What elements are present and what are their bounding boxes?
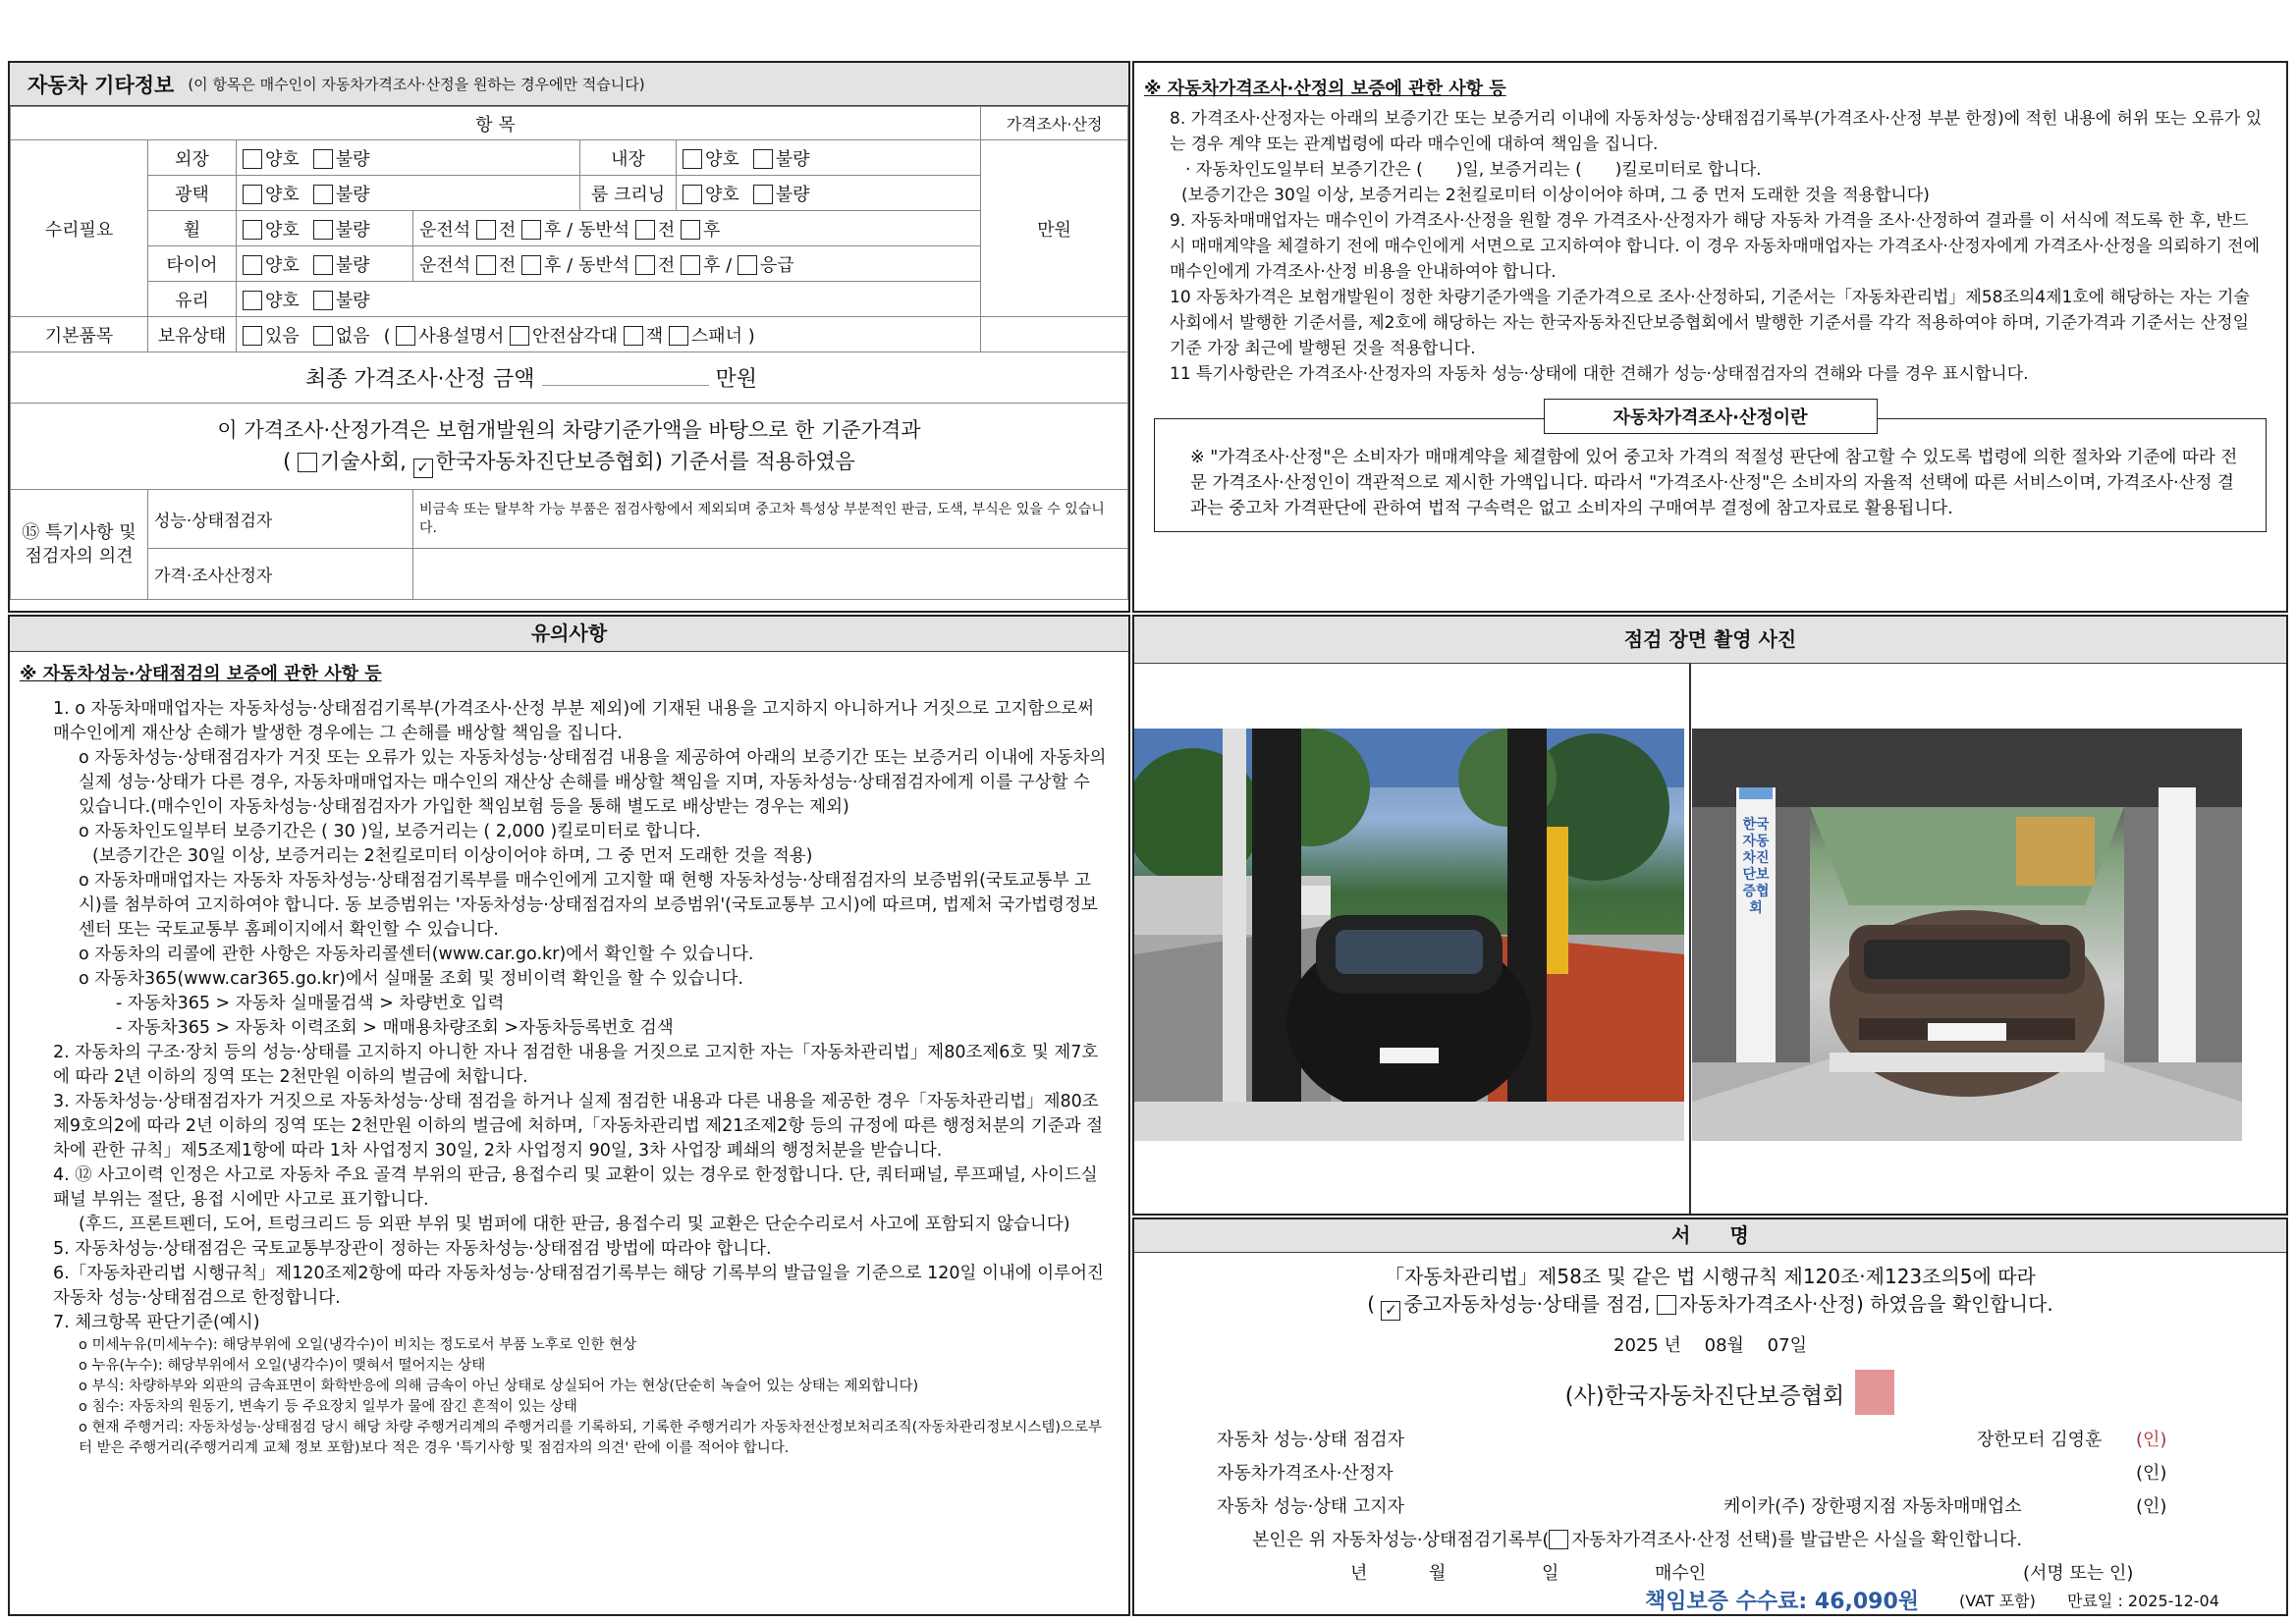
note-line: 6.「자동차관리법 시행규칙」제120조제2항에 따라 자동차성능·상태점검기록부는 해당 기록부의 발급일을 기준으로 120일 이내에 이루어진 자동차 성능·상태점검으로 한정합니다. <box>53 1264 1104 1308</box>
wheel-good-checkbox[interactable] <box>243 220 262 240</box>
repair-price-cell <box>981 140 1128 317</box>
exterior-good-checkbox[interactable] <box>243 149 262 169</box>
gloss-label: 광택 <box>148 176 237 211</box>
wheel-passenger-rear-checkbox[interactable] <box>681 220 700 240</box>
sign-line1: 「자동차관리법」제58조 및 같은 법 시행규칙 제120조·제123조의5에 따라 <box>1385 1265 2036 1288</box>
sign-date: 2025 년 08월 07일 <box>1613 1335 1807 1356</box>
r2-label: 자동차가격조사·산정자 <box>1217 1463 1394 1484</box>
vehicle-other-info-panel <box>8 61 1130 613</box>
basic-items-label: 기본품목 <box>11 317 148 352</box>
r1-seal: (인) <box>2136 1430 2167 1450</box>
final-amount-field[interactable] <box>542 385 709 386</box>
used-car-check-checkbox[interactable]: ✓ <box>1381 1301 1400 1321</box>
photo-rear-svg <box>1692 729 2242 1141</box>
interior-good-checkbox[interactable] <box>683 149 702 169</box>
warranty-item: 11 특기사항란은 가격조사·산정자의 자동차 성능·상태에 대한 견해가 성능·상태점검자의 견해와 다를 경우 표시합니다. <box>1170 364 2029 384</box>
note-line: (보증기간은 30일 이상, 보증거리는 2천킬로미터 이상이어야 하며, 그 중 먼저 도래한 것을 적용) <box>92 846 813 866</box>
r4-price-checkbox[interactable] <box>1549 1530 1568 1549</box>
price-definition-box: ※ "가격조사·산정"은 소비자가 매매계약을 체결함에 있어 중고차 가격의 적절성 판단에 참고할 수 있도록 법령에 의한 절차와 기준에 따라 전문 가격조사·산정인이 객관적으로 제시한 가액입니다. 따라서 "가격조사·산정"은 소비자의 자율적 선택에 따른 서비스이며, 가격조사·산정 결과는 중고차 가격판단에 관하여 법적 구속력은 없고 소비자의 구매여부 결정에 참고자료로 활용됩니다. <box>1154 418 2267 532</box>
final-amount-label: 최종 가격조사·산정 금액 <box>305 367 535 392</box>
note-sub-line: o 침수: 자동차의 원동기, 변속기 등 주요장치 일부가 물에 잠긴 흔적이 있는 상태 <box>79 1399 577 1415</box>
r1-label: 자동차 성능·상태 점검자 <box>1217 1430 1405 1450</box>
r3-label: 자동차 성능·상태 고지자 <box>1217 1496 1405 1517</box>
repair-label: 수리필요 <box>11 140 148 317</box>
interior-label: 내장 <box>580 140 677 176</box>
r3-value: 케이카(주) 장한평지점 자동차매매업소 <box>1723 1496 2022 1517</box>
org-seal-icon <box>1855 1370 1894 1415</box>
note-line: 1. o 자동차매매업자는 자동차성능·상태점검기록부(가격조사·산정 부분 제외)에 기재된 내용을 고지하지 아니하거나 거짓으로 고지함으로써 매수인에게 재산상 손해가 발생한 경우에는 그 손해를 배상할 책임을 집니다. <box>53 699 1095 743</box>
spanner-checkbox[interactable] <box>669 326 688 346</box>
r5-sign: (서명 또는 인) <box>2023 1563 2134 1584</box>
r5-month: 월 <box>1429 1563 1447 1584</box>
wheel-label: 휠 <box>148 211 237 246</box>
note-line: 3. 자동차성능·상태점검자가 거짓으로 자동차성능·상태 점검을 하거나 실제 점검한 내용과 다른 내용을 제공한 경우「자동차관리법」제80조제9호의2에 따라 2년 이하의 징역 또는 2천만원 이하의 벌금에 처하며,「자동차관리법 제21조제2항 등의 규정에 따른 행정처분의 기준과 절차에 관한 규칙」제5조제1항에 따라 1차 사업정지 30일, 2차 사업정지 90일, 3차 사업장 폐쇄의 행정처분을 받습니다. <box>53 1092 1104 1161</box>
r2-seal: (인) <box>2136 1463 2167 1484</box>
r5-year: 년 <box>1350 1563 1368 1584</box>
tire-passenger-rear-checkbox[interactable] <box>681 255 700 275</box>
inspection-photo-rear <box>1692 729 2242 1141</box>
note-line: o 자동차매매업자는 자동차 자동차성능·상태점검기록부를 매수인에게 고지할 때 현행 자동차성능·상태점검자의 보증범위(국토교통부 고시)를 첨부하여 고지하여야 합니다. 동 보증범위는 '자동차성능·상태점검자의 보증범위'(국토교통부 고시)에 따르며, 법제처 국가법령정보센터 또는 국토교통부 홈페이지에서 확인할 수 있습니다. <box>79 871 1098 940</box>
final-amount-unit: 만원 <box>715 367 758 392</box>
photos-header: 점검 장면 촬영 사진 <box>1134 617 2286 664</box>
note-sub-line: o 부식: 차량하부와 외판의 금속표면이 화학반응에 의해 금속이 아닌 상태로 상실되어 가는 현상(단순히 녹슬어 있는 상태는 제외합니다) <box>79 1379 919 1394</box>
tire-bad-checkbox[interactable] <box>313 255 333 275</box>
wheel-bad-checkbox[interactable] <box>313 220 333 240</box>
room-clean-label: 룸 크리닝 <box>580 176 677 211</box>
tire-passenger-front-checkbox[interactable] <box>635 255 655 275</box>
gloss-good-checkbox[interactable] <box>243 185 262 204</box>
warranty-title: ※ 자동차가격조사·산정의 보증에 관한 사항 등 <box>1144 79 1506 99</box>
r1-value: 장한모터 김영훈 <box>1977 1430 2103 1450</box>
holding-label: 보유상태 <box>148 317 237 352</box>
price-definition-title: 자동차가격조사·산정이란 <box>1544 399 1878 434</box>
wheel-driver-rear-checkbox[interactable] <box>521 220 541 240</box>
inspection-photo-front <box>1134 729 1684 1141</box>
glass-good-checkbox[interactable] <box>243 291 262 310</box>
photos-panel <box>1132 615 2288 1216</box>
note-line: o 자동차의 리콜에 관한 사항은 자동차리콜센터(www.car.go.kr)에서 확인할 수 있습니다. <box>79 945 754 964</box>
col-price-header: 가격조사·산정 <box>981 107 1128 140</box>
signature-panel <box>1132 1217 2288 1616</box>
note-line: o 자동차성능·상태점검자가 거짓 또는 오류가 있는 자동차성능·상태점검 내용을 제공하여 아래의 보증기간 또는 보증거리 이내에 자동차의 실제 성능·상태가 다른 경우, 자동차매매업자는 매수인의 재산상 손해를 배상할 책임을 지며, 자동차성능·상태점검자에게 이를 구상할 수 있습니다.(매수인이 자동차성능·상태점검자가 가입한 책임보험 등을 통해 별도로 배상받는 경우는 제외) <box>79 748 1107 817</box>
exterior-bad-checkbox[interactable] <box>313 149 333 169</box>
warranty-item: 9. 자동차매매업자는 매수인이 가격조사·산정을 원할 경우 가격조사·산정자가 해당 자동차 가격을 조사·산정하여 결과를 이 서식에 적도록 한 후, 반드시 매매계약을 체결하기 전에 매수인에게 서면으로 고지하여야 합니다. 이 경우 자동차매매업자는 가격조사·산정자에게 가격조사·산정을 의뢰하기 전에 매수인에게 가격조사·산정 비용을 안내하여야 합니다. <box>1170 211 2261 282</box>
wheel-passenger-front-checkbox[interactable] <box>635 220 655 240</box>
tire-driver-front-checkbox[interactable] <box>476 255 496 275</box>
wheel-driver-front-checkbox[interactable] <box>476 220 496 240</box>
special-label: ⑮ 특기사항 및 점검자의 의견 <box>11 490 148 600</box>
price-warranty-panel <box>1132 61 2288 613</box>
warranty-items <box>1134 106 2286 387</box>
note-line: 5. 자동차성능·상태점검은 국토교통부장관이 정하는 자동차성능·상태점검 방법에 따라야 합니다. <box>53 1239 772 1259</box>
appraiser-label: 가격·조사산정자 <box>148 549 413 600</box>
basis-line1: 이 가격조사·산정가격은 보험개발원의 차량기준가액을 바탕으로 한 기준가격과 <box>217 418 921 442</box>
basis-line2: ( 기술사회, ✓ 한국자동차진단보증협회) 기준서를 적용하였음 <box>283 450 855 476</box>
warranty-item: 8. 가격조사·산정자는 아래의 보증기간 또는 보증거리 이내에 자동차성능·상태점검기록부(가격조사·산정 부분 한정)에 적힌 내용에 허위 또는 오류가 있는 경우 계약 또는 관계법령에 따라 매수인에 대하여 책임을 집니다. <box>1170 109 2263 154</box>
room-clean-good-checkbox[interactable] <box>683 185 702 204</box>
inspector-label: 성능·상태점검자 <box>148 490 413 549</box>
jack-checkbox[interactable] <box>624 326 643 346</box>
sign-line2: ( ✓ 중고자동차성능·상태를 점검, 자동차가격조사·산정) 하였음을 확인합니다. <box>1367 1292 2053 1319</box>
exterior-label: 외장 <box>148 140 237 176</box>
tire-label: 타이어 <box>148 246 237 282</box>
note-line: o 자동차인도일부터 보증기간은 ( 30 )일, 보증거리는 ( 2,000 )킬로미터로 합니다. <box>79 822 701 841</box>
triangle-checkbox[interactable] <box>510 326 529 346</box>
gloss-bad-checkbox[interactable] <box>313 185 333 204</box>
info-subtitle: (이 항목은 매수인이 자동차가격조사·산정을 원하는 경우에만 적습니다) <box>188 76 645 93</box>
info-title-row <box>10 63 1128 106</box>
repair-price-unit: 만원 <box>1037 219 1071 241</box>
glass-bad-checkbox[interactable] <box>313 291 333 310</box>
col-item-header: 항 목 <box>11 107 981 140</box>
note-line: (후드, 프론트펜더, 도어, 트렁크리드 등 외판 부위 및 범퍼에 대한 판금, 용접수리 및 교환은 단순수리로서 사고에 포함되지 않습니다) <box>79 1215 1070 1234</box>
note-line: 7. 체크항목 판단기준(예시) <box>53 1313 260 1332</box>
note-line: - 자동차365 > 자동차 실매물검색 > 차량번호 입력 <box>116 994 505 1013</box>
sign-header: 서 명 <box>1134 1219 2286 1253</box>
warranty-item: · 자동차인도일부터 보증기간은 ( )일, 보증거리는 ( )킬로미터로 합니다. <box>1185 160 1762 180</box>
fee-vat: (VAT 포함) <box>1959 1592 2036 1610</box>
manual-checkbox[interactable] <box>396 326 415 346</box>
tech-society-checkbox[interactable] <box>298 453 317 472</box>
basic-have-checkbox[interactable] <box>243 326 262 346</box>
warranty-item: (보증기간은 30일 이상, 보증거리는 2천킬로미터 이상이어야 하며, 그 중 먼저 도래한 것을 적용합니다) <box>1181 186 1930 205</box>
fee-amount: 책임보증 수수료: 46,090원 <box>1645 1590 1920 1614</box>
note-sub-line: o 누유(누수): 해당부위에서 오일(냉각수)이 맺혀서 떨어지는 상태 <box>79 1358 486 1374</box>
lift-logo-text: 한국자동차진단보증협회 <box>1742 817 1770 916</box>
notes-title: ※ 자동차성능·상태점검의 보증에 관한 사항 등 <box>20 664 382 684</box>
inspector-note: 비금속 또는 탈부착 가능 부품은 점검사항에서 제외되며 중고차 특성상 부분적인 판금, 도색, 부식은 있을 수 있습니다. <box>413 490 1128 549</box>
r5-day: 일 <box>1542 1563 1559 1584</box>
photo-front-svg <box>1134 729 1684 1141</box>
note-line: - 자동차365 > 자동차 이력조회 > 매매용차량조회 >자동차등록번호 검색 <box>116 1018 674 1038</box>
expiry-date: 만료일 : 2025-12-04 <box>2067 1592 2219 1610</box>
note-sub-line: o 미세누유(미세누수): 해당부위에 오일(냉각수)이 비치는 정도로서 부품 노후로 인한 현상 <box>79 1337 637 1353</box>
notes-header: 유의사항 <box>10 617 1128 652</box>
tire-driver-rear-checkbox[interactable] <box>521 255 541 275</box>
info-title: 자동차 기타정보 <box>27 73 175 97</box>
warranty-item: 10 자동차가격은 보험개발원이 정한 차량기준가액을 기준가격으로 조사·산정하되, 기준서는「자동차관리법」제58조의4제1호에 해당하는 자는 기술사회에서 발행한 기준서를, 제2호에 해당하는 자는 한국자동차진단보증협회에서 발행한 기준서를 각각 적용하여야 하며, 기준가격과 기준서는 산정일 기준 가장 최근에 발행된 것을 적용합니다. <box>1170 288 2250 358</box>
note-line: 2. 자동차의 구조·장치 등의 성능·상태를 고지하지 아니한 자나 점검한 내용을 거짓으로 고지한 자는「자동차관리법」제80조제6호 및 제7호에 따라 2년 이하의 징역 또는 2천만원 이하의 벌금에 처합니다. <box>53 1043 1099 1087</box>
note-line: 4. ⑫ 사고이력 인정은 사고로 자동차 주요 골격 부위의 판금, 용접수리 및 교환이 있는 경우로 한정합니다. 단, 쿼터패널, 루프패널, 사이드실패널 부위는 절단, 용접 시에만 사고로 표기합니다. <box>53 1165 1098 1210</box>
photos-divider <box>1689 664 1691 1216</box>
tire-good-checkbox[interactable] <box>243 255 262 275</box>
notes-body <box>10 697 1128 1459</box>
price-check-checkbox[interactable] <box>1657 1295 1676 1315</box>
note-line: o 자동차365(www.car365.go.kr)에서 실매물 조회 및 정비이력 확인을 할 수 있습니다. <box>79 969 743 989</box>
basic-none-checkbox[interactable] <box>313 326 333 346</box>
tire-spare-checkbox[interactable] <box>738 255 757 275</box>
notes-panel <box>8 615 1130 1616</box>
room-clean-bad-checkbox[interactable] <box>753 185 773 204</box>
interior-bad-checkbox[interactable] <box>753 149 773 169</box>
glass-label: 유리 <box>148 282 237 317</box>
appraiser-note-field[interactable] <box>413 549 1128 600</box>
r5-buyer: 매수인 <box>1655 1563 1707 1584</box>
info-table: 항 목 가격조사·산정 수리필요 외장 양호 불량 내장 양호 불량 만원 광택 양호 불량 룸 크리닝 양호 불량 휠 양호 불량 운전석 전 후 / 동반석 전 후 타이어 양호 불량 운전석 전 후 / 동반석 전 후 / 응급 유리 양호 불량 기본품목 보유상태 있음 없음 ( 사용설명서 안전삼각대 잭 스패너 ) 최종 가격조사·산정 금액 만원 이 가격조사·산정가격은 보험개발원의 차량기준가액을 바탕으로 한 기준가격과 ( 기술사회, ✓ 한국자동차진단보증협회) 기준서를 적용하였음 ⑮ 특기사항 및 점검자의 의견 성능·상태점검자 비금속 또는 탈부착 가능 부품은 점검사항에서 제외되며 중고차 특성상 부분적인 판금, 도색, 부식은 있을 수 있습니다. 가격·조사산정자 <box>10 106 1128 600</box>
r3-seal: (인) <box>2136 1496 2167 1517</box>
assoc-checkbox[interactable]: ✓ <box>413 459 433 478</box>
note-sub-line: o 현재 주행거리: 자동차성능·상태점검 당시 해당 차량 주행거리계의 주행거리를 기록하되, 기록한 주행거리가 자동차전산정보처리조직(자동차관리정보시스템)으로부터 받은 주행거리(주행거리계 교체 정보 포함)보다 적은 경우 '특기사항 및 점검자의 의견' 란에 이를 적어야 합니다. <box>79 1420 1103 1456</box>
sign-org: (사)한국자동차진단보증협회 <box>1134 1370 2286 1415</box>
r4-text: 본인은 위 자동차성능·상태점검기록부( 자동차가격조사·산정 선택)를 발급받은 사실을 확인합니다. <box>1252 1530 2023 1550</box>
